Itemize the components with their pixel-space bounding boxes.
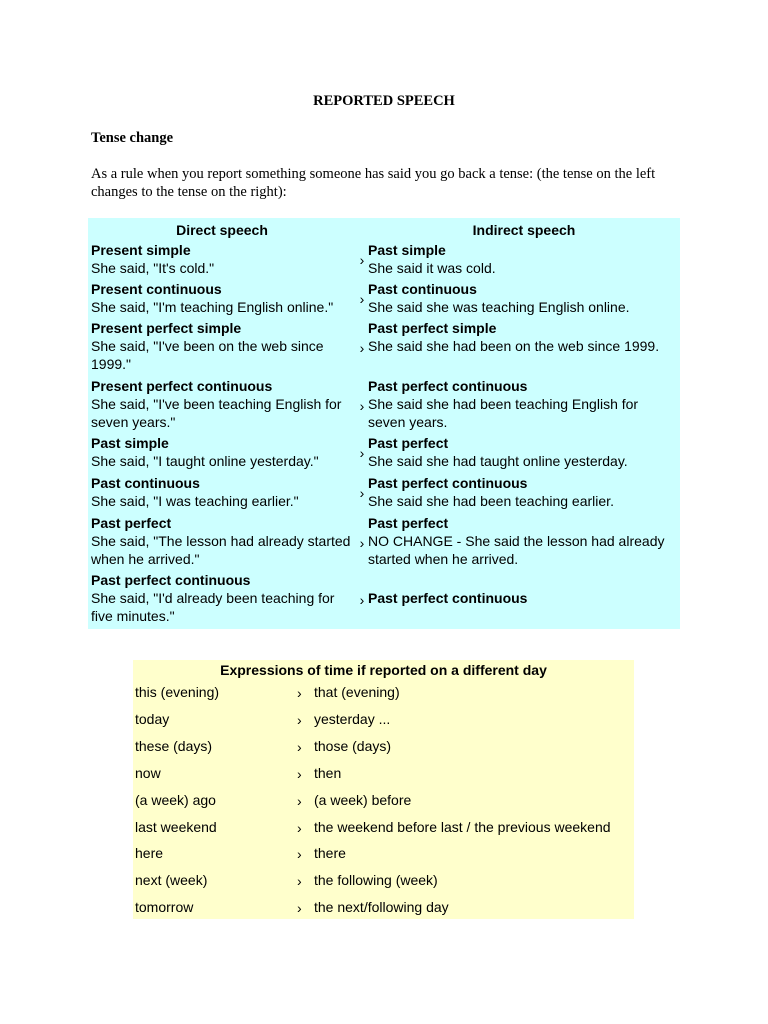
time-expression-original: last weekend [135, 819, 217, 835]
time-expressions-table [133, 660, 634, 919]
indirect-cell [368, 434, 673, 470]
table-row [133, 818, 634, 844]
indirect-cell [368, 589, 673, 607]
direct-tense-name: Present perfect continuous [91, 378, 273, 394]
time-expression-original: (a week) ago [135, 792, 216, 808]
table-row [133, 683, 634, 709]
section-subtitle: Tense change [91, 130, 174, 146]
direct-tense-name: Past simple [91, 435, 169, 451]
tense-row [88, 319, 680, 373]
chevron-right-icon: › [359, 340, 365, 356]
table-row [133, 791, 634, 817]
direct-tense-name: Past continuous [91, 475, 200, 491]
indirect-example: She said it was cold. [368, 260, 496, 276]
chevron-right-icon: › [297, 766, 302, 782]
indirect-example: NO CHANGE - She said the lesson had already started when he arrived. [368, 533, 665, 567]
table-row [133, 764, 634, 790]
table-row [133, 710, 634, 736]
direct-tense-name: Past perfect [91, 515, 172, 531]
indirect-tense-name: Past perfect continuous [368, 475, 528, 491]
time-expression-reported: the next/following day [314, 899, 449, 915]
time-expression-reported: yesterday ... [314, 711, 391, 727]
tense-row [88, 241, 680, 277]
indirect-example: She said she had been teaching English for seven years. [368, 396, 639, 430]
direct-example: She said, "It's cold." [91, 260, 215, 276]
time-expression-reported: the following (week) [314, 872, 438, 888]
direct-speech-header: Direct speech [176, 222, 268, 238]
direct-tense-name: Past perfect continuous [91, 572, 251, 588]
chevron-right-icon: › [297, 873, 302, 889]
table-row [133, 871, 634, 897]
indirect-example: She said she had taught online yesterday. [368, 453, 628, 469]
indirect-tense-name: Past continuous [368, 281, 477, 297]
direct-cell [91, 280, 356, 316]
direct-tense-name: Present perfect simple [91, 320, 242, 336]
time-expression-reported: there [314, 845, 346, 861]
intro-paragraph: As a rule when you report something someone has said you go back a tense: (the tense on the left changes to the tense on the right): [91, 166, 656, 200]
time-expression-reported: that (evening) [314, 684, 400, 700]
indirect-example: She said she was teaching English online. [368, 299, 630, 315]
chevron-right-icon: › [359, 485, 365, 501]
tense-row [88, 474, 680, 510]
chevron-right-icon: › [297, 793, 302, 809]
indirect-tense-name: Past perfect continuous [368, 378, 528, 394]
time-expression-reported: the weekend before last / the previous weekend [314, 819, 611, 835]
chevron-right-icon: › [359, 252, 365, 268]
time-expression-original: now [135, 765, 161, 781]
time-expression-original: tomorrow [135, 899, 194, 915]
chevron-right-icon: › [359, 291, 365, 307]
indirect-tense-name: Past perfect [368, 435, 449, 451]
tense-row [88, 514, 680, 568]
direct-example: She said, "I was teaching earlier." [91, 493, 299, 509]
chevron-right-icon: › [359, 535, 365, 551]
time-table-heading: Expressions of time if reported on a different day [220, 662, 547, 678]
chevron-right-icon: › [359, 398, 365, 414]
indirect-cell [368, 280, 673, 316]
tense-row [88, 377, 680, 431]
indirect-tense-name: Past simple [368, 242, 446, 258]
time-expression-reported: then [314, 765, 342, 781]
direct-tense-name: Present simple [91, 242, 191, 258]
direct-example: She said, "I'm teaching English online." [91, 299, 334, 315]
direct-example: She said, "I've been on the web since 1999." [91, 338, 324, 372]
indirect-example: Past perfect continuous [368, 590, 528, 606]
direct-cell [91, 474, 356, 510]
chevron-right-icon: › [297, 846, 302, 862]
chevron-right-icon: › [297, 820, 302, 836]
indirect-speech-header: Indirect speech [472, 222, 576, 238]
table-row [133, 898, 634, 918]
time-expression-reported: (a week) before [314, 792, 412, 808]
chevron-right-icon: › [297, 739, 302, 755]
page-title: REPORTED SPEECH [313, 93, 455, 109]
chevron-right-icon: › [297, 685, 302, 701]
indirect-cell [368, 319, 673, 355]
direct-cell [91, 319, 356, 373]
indirect-cell [368, 514, 673, 568]
direct-example: She said, "I've been teaching English for seven years." [91, 396, 342, 430]
direct-cell [91, 377, 356, 431]
direct-cell [91, 241, 356, 277]
table-row [133, 737, 634, 763]
direct-cell [91, 571, 356, 625]
indirect-cell [368, 241, 673, 277]
chevron-right-icon: › [297, 900, 302, 916]
tense-row [88, 434, 680, 470]
tense-row [88, 280, 680, 316]
indirect-tense-name: Past perfect [368, 515, 449, 531]
indirect-example: She said she had been teaching earlier. [368, 493, 614, 509]
tense-row [88, 571, 680, 625]
time-expression-original: today [135, 711, 170, 727]
direct-example: She said, "The lesson had already started when he arrived." [91, 533, 351, 567]
table-row [133, 844, 634, 870]
time-expression-original: these (days) [135, 738, 213, 754]
direct-example: She said, "I'd already been teaching for five minutes." [91, 590, 335, 624]
direct-cell [91, 434, 356, 470]
indirect-cell [368, 474, 673, 510]
direct-cell [91, 514, 356, 568]
indirect-example: She said she had been on the web since 1999. [368, 338, 660, 354]
time-expression-original: this (evening) [135, 684, 220, 700]
time-expression-original: here [135, 845, 164, 861]
chevron-right-icon: › [297, 712, 302, 728]
indirect-tense-name: Past perfect simple [368, 320, 497, 336]
tense-change-table [88, 218, 680, 629]
time-expression-original: next (week) [135, 872, 208, 888]
time-expression-reported: those (days) [314, 738, 392, 754]
direct-tense-name: Present continuous [91, 281, 222, 297]
chevron-right-icon: › [359, 592, 365, 608]
chevron-right-icon: › [359, 445, 365, 461]
indirect-cell [368, 377, 673, 431]
direct-example: She said, "I taught online yesterday." [91, 453, 319, 469]
